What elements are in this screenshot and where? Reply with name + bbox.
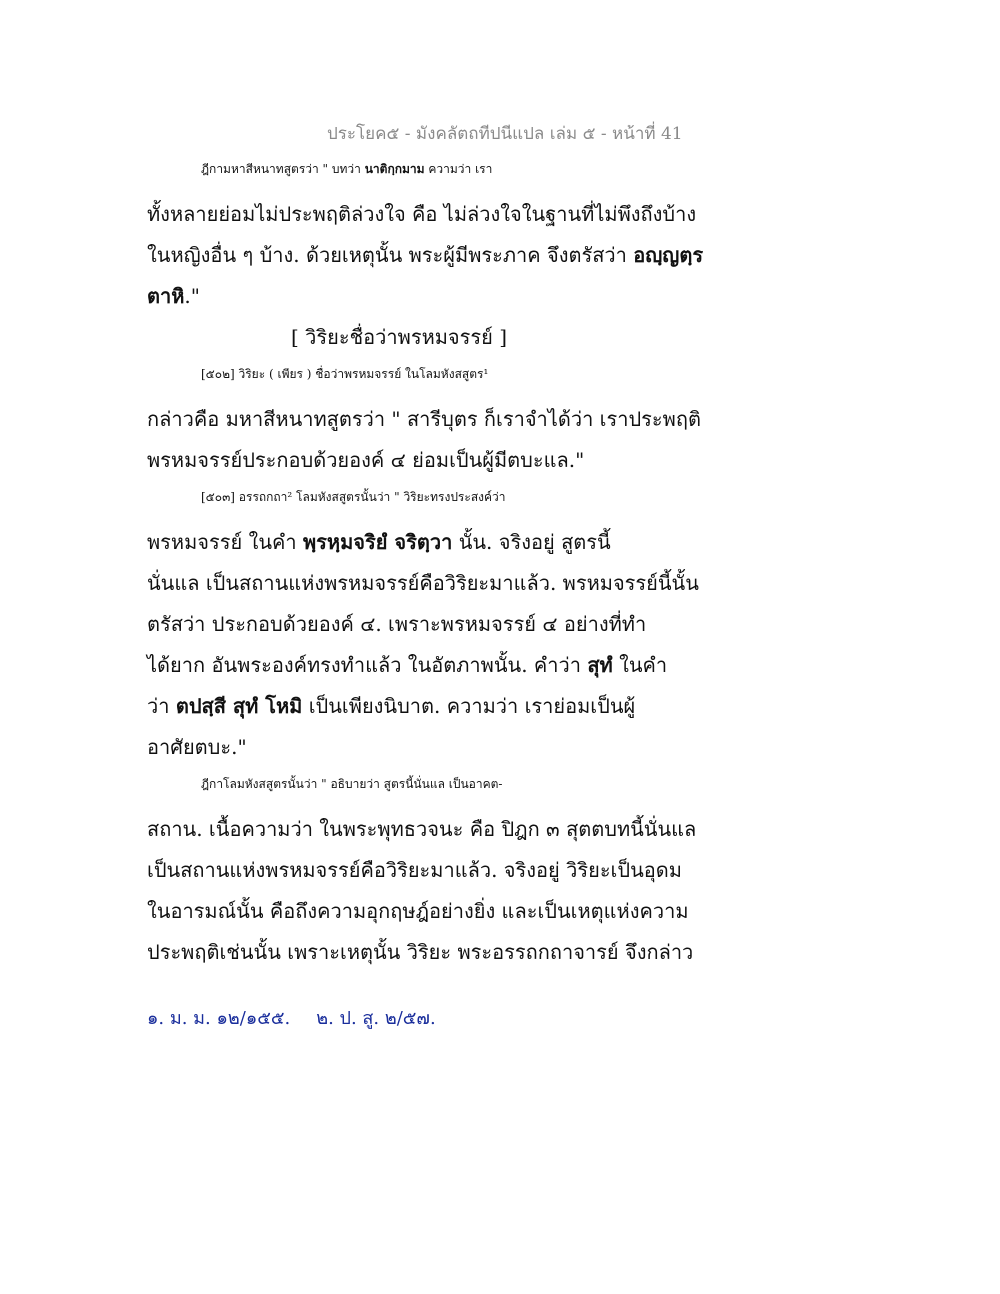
text-line: เป็นสถานแห่งพรหมจรรย์คือวิริยะมาแล้ว. จริงอยู่ วิริยะเป็นอุดม bbox=[147, 858, 682, 882]
text-line: สถาน. เนื้อความว่า ในพระพุทธวจนะ คือ ปิฎก ๓ สุตตบทนี้นั่นแล bbox=[147, 817, 697, 841]
text-line: ว่า ตปสฺสี สุทํ โหมิ เป็นเพียงนิบาต. ความว่า เราย่อมเป็นผู้ bbox=[147, 694, 636, 718]
text-line: ฎีกามหาสีหนาทสูตรว่า " บทว่า นาติกฺกมาม ความว่า เรา bbox=[201, 162, 493, 176]
pali-term: อญฺญตฺร bbox=[633, 243, 704, 267]
text-line: พรหมจรรย์ ในคำ พฺรหฺมจริยํ จริตฺวา นั้น. จริงอยู่ สูตรนี้ bbox=[147, 530, 611, 554]
text-line: ในอารมณ์นั้น คือถึงความอุกฤษฎ์อย่างยิ่ง และเป็นเหตุแห่งความ bbox=[147, 899, 689, 923]
pali-term: ตาหิ bbox=[147, 284, 185, 308]
footnotes bbox=[147, 1003, 436, 1032]
text-line: ฎีกาโลมหังสสูตรนั้นว่า " อธิบายว่า สูตรนี้นั่นแล เป็นอาคต- bbox=[201, 777, 503, 791]
text-line: กล่าวคือ มหาสีหนาทสูตรว่า " สารีบุตร ก็เราจำได้ว่า เราประพฤติ bbox=[147, 407, 701, 431]
text-line: ในหญิงอื่น ๆ บ้าง. ด้วยเหตุนั้น พระผู้มีพระภาค จึงตรัสว่า อญฺญตฺร bbox=[147, 243, 704, 267]
text-line: ตรัสว่า ประกอบด้วยองค์ ๔. เพราะพรหมจรรย์ ๔ อย่างที่ทำ bbox=[147, 612, 647, 636]
text-line: นั่นแล เป็นสถานแห่งพรหมจรรย์คือวิริยะมาแล้ว. พรหมจรรย์นี้นั้น bbox=[147, 571, 699, 595]
text-line: ได้ยาก อันพระองค์ทรงทำแล้ว ในอัตภาพนั้น. คำว่า สุทํ ในคำ bbox=[147, 653, 668, 677]
text-line: ตาหิ." bbox=[147, 284, 200, 308]
pali-term: พฺรหฺมจริยํ จริตฺวา bbox=[302, 530, 453, 554]
section-heading: [ วิริยะชื่อว่าพรหมจรรย์ ] bbox=[291, 325, 508, 349]
footnote-2: ๒. ป. สู. ๒/๕๗. bbox=[316, 1008, 436, 1029]
text-line: อาศัยตบะ." bbox=[147, 735, 247, 759]
pali-term: ตปสฺสี สุทํ โหมิ bbox=[175, 694, 303, 718]
text-line: [๕๐๒] วิริยะ ( เพียร ) ชื่อว่าพรหมจรรย์ ในโลมหังสสูตร¹ bbox=[201, 367, 489, 381]
text-line: [๕๐๓] อรรถกถา² โลมหังสสูตรนั้นว่า " วิริยะทรงประสงค์ว่า bbox=[201, 490, 506, 504]
pali-term: สุทํ bbox=[587, 653, 613, 677]
footnote-1: ๑. ม. ม. ๑๒/๑๕๕. bbox=[147, 1008, 291, 1029]
text-line: ประพฤติเช่นนั้น เพราะเหตุนั้น วิริยะ พระอรรถกถาจารย์ จึงกล่าว bbox=[147, 940, 694, 964]
page-header: ประโยค๕ - มังคลัตถทีปนีแปล เล่ม ๕ - หน้าที่ 41 bbox=[327, 124, 683, 144]
pali-term: นาติกฺกมาม bbox=[364, 162, 425, 176]
text-line: พรหมจรรย์ประกอบด้วยองค์ ๔ ย่อมเป็นผู้มีตบะแล." bbox=[147, 448, 585, 472]
text-line: ทั้งหลายย่อมไม่ประพฤติล่วงใจ คือ ไม่ล่วงใจในฐานที่ไม่พึงถึงบ้าง bbox=[147, 202, 697, 226]
